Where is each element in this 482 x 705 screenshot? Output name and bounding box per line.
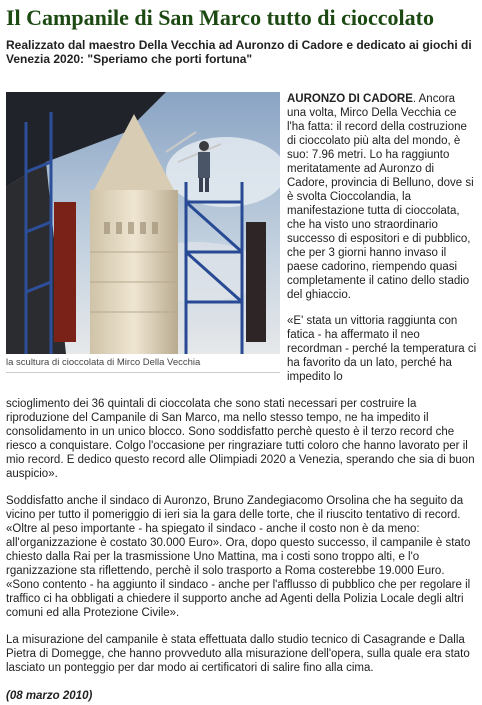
paragraph-2-start: «E' stata un vittoria raggiunta con fatica - ha affermato il neo recordman - perché la temperatura ci ha favorito da un lato, perché ha impedito lo (287, 315, 477, 383)
campanile-photo (6, 92, 280, 354)
photo-figure (6, 92, 280, 368)
article (6, 5, 477, 702)
article-side-column (287, 92, 477, 396)
caption-divider (6, 372, 280, 373)
paragraph-1-text: . Ancora una volta, Mirco Della Vecchia ce l'ha fatta: il record della costruzione di cioccolato più alta del mondo, è suo: 7.96 metri. Lo ha raggiunto meritatamente ad Auronzo di Cadore, provincia di Belluno, dove si è svolta Cioccolandia, la manifestazione tutta di cioccolata, che ha visto uno straordinario successo di espositori e di pubblico, che per 3 giorni hanno invaso il paese cadorino, riempendo quasi completamente il catino dello stadio del ghiaccio. (287, 93, 474, 301)
paragraph-4: La misurazione del campanile è stata effettuata dallo studio tecnico di Casagrande e Dalla Pietra di Domegge, che hanno provveduto alla misurazione dell'opera, sulla quale era stato lasciato un ponteggio per dar modo ai certificatori di salire fino alla cima. (6, 634, 470, 674)
paragraph-3: Soddisfatto anche il sindaco di Auronzo, Bruno Zandegiacomo Orsolina che ha seguito da vicino per tutto il pomeriggio di ieri sia la gara delle torte, che il riuscito tentativo di record. «Oltre al peso importante - ha spiegato il sindaco - anche il costo non è da meno: all'organizzazione è costato 30.000 Euro». Ora, dopo questo successo, il campanile è stato chiesto dalla Rai per la trasmissione Uno Mattina, ma i costi sono troppo alti, e l'o rganizzazione sta riflettendo, perchè il solo trasporto a Roma costerebbe 19.000 Euro. «Sono contento - ha aggiunto il sindaco - anche per l'afflusso di pubblico che per regolare il traffico ci ha obbligati a chiedere il supporto anche ad Agenti della Polizia Locale degli altri comuni ed alla Protezione Civile». (6, 495, 471, 619)
dateline: AURONZO DI CADORE (287, 93, 413, 105)
article-date: (08 marzo 2010) (6, 690, 93, 702)
article-subtitle: Realizzato dal maestro Della Vecchia ad Auronzo di Cadore e dedicato ai giochi di Venezia 2020: "Speriamo che porti fortuna" (6, 38, 472, 66)
article-title: Il Campanile di San Marco tutto di cioccolato (6, 5, 434, 30)
photo-caption: la scultura di cioccolata di Mirco Della Vecchia (6, 357, 201, 368)
article-body (6, 397, 476, 688)
paragraph-2-continued: scioglimento dei 36 quintali di cioccolata che sono stati necessari per costruire la riproduzione del Campanile di San Marco, ma nello stesso tempo, ne ha impedito il consolidamento in un unico blocco. Sono soddisfatto perchè questo è il terzo record che riesco a conquistare. Colgo l'occasione per ringraziare tutti coloro che hanno lavorato per il mio record. E dedico questo record alle Olimpiadi 2020 a Venezia, sperando che sia di buon auspicio». (6, 398, 475, 480)
paragraph-1 (287, 92, 477, 302)
chocolate-campanile-image (6, 92, 280, 354)
